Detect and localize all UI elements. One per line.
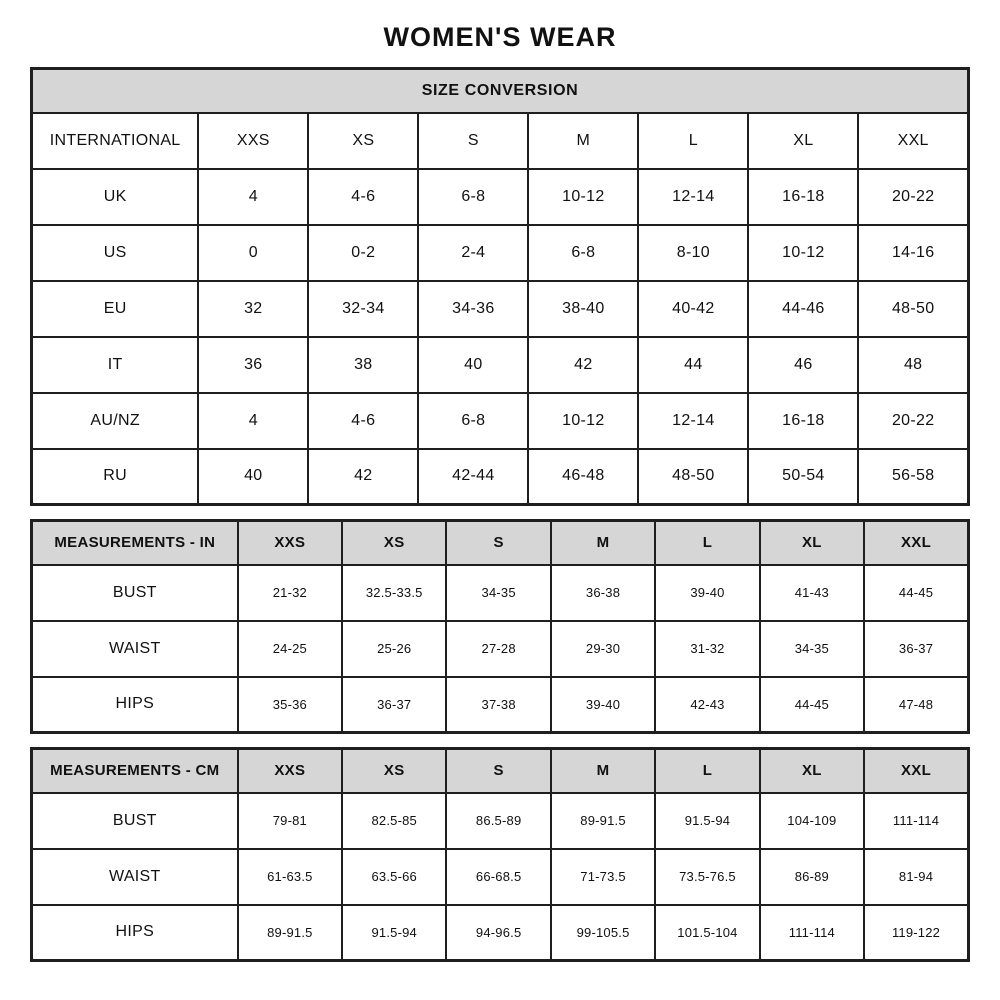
size-cell: 48-50 bbox=[858, 281, 968, 337]
col-header-m: M bbox=[551, 521, 655, 565]
row-label: BUST bbox=[32, 565, 238, 621]
measurement-cell: 31-32 bbox=[655, 621, 759, 677]
size-cell: 36 bbox=[198, 337, 308, 393]
measurement-cell: 81-94 bbox=[864, 849, 968, 905]
measurement-cell: 119-122 bbox=[864, 905, 968, 961]
col-header-xxs: XXS bbox=[198, 113, 308, 169]
measurement-cell: 41-43 bbox=[760, 565, 864, 621]
measurement-cell: 47-48 bbox=[864, 677, 968, 733]
measurement-cell: 29-30 bbox=[551, 621, 655, 677]
size-cell: 56-58 bbox=[858, 449, 968, 505]
size-cell: 20-22 bbox=[858, 393, 968, 449]
measurement-cell: 99-105.5 bbox=[551, 905, 655, 961]
table-row-eu bbox=[32, 281, 969, 337]
size-cell: 38-40 bbox=[528, 281, 638, 337]
col-header-m: M bbox=[528, 113, 638, 169]
table-row-hips bbox=[32, 677, 969, 733]
size-cell: 4-6 bbox=[308, 169, 418, 225]
measurements-cm-title: MEASUREMENTS - CM bbox=[32, 749, 238, 793]
size-cell: 10-12 bbox=[748, 225, 858, 281]
measurement-cell: 32.5-33.5 bbox=[342, 565, 446, 621]
measurement-cell: 21-32 bbox=[238, 565, 342, 621]
size-cell: 16-18 bbox=[748, 393, 858, 449]
table-row-it bbox=[32, 337, 969, 393]
col-header-l: L bbox=[655, 749, 759, 793]
col-header-xxs: XXS bbox=[238, 749, 342, 793]
col-header-l: L bbox=[638, 113, 748, 169]
col-header-l: L bbox=[655, 521, 759, 565]
row-label: IT bbox=[32, 337, 199, 393]
row-label: UK bbox=[32, 169, 199, 225]
size-cell: 42 bbox=[308, 449, 418, 505]
size-cell: 4-6 bbox=[308, 393, 418, 449]
measurement-cell: 63.5-66 bbox=[342, 849, 446, 905]
size-cell: 12-14 bbox=[638, 393, 748, 449]
table-row-waist bbox=[32, 621, 969, 677]
size-cell: 46-48 bbox=[528, 449, 638, 505]
table-row-us bbox=[32, 225, 969, 281]
table-row-bust bbox=[32, 793, 969, 849]
row-label: RU bbox=[32, 449, 199, 505]
size-cell: 6-8 bbox=[418, 169, 528, 225]
measurement-cell: 34-35 bbox=[446, 565, 550, 621]
measurement-cell: 89-91.5 bbox=[238, 905, 342, 961]
measurement-cell: 111-114 bbox=[760, 905, 864, 961]
measurement-cell: 27-28 bbox=[446, 621, 550, 677]
table-row-waist bbox=[32, 849, 969, 905]
size-cell: 32-34 bbox=[308, 281, 418, 337]
size-cell: 44 bbox=[638, 337, 748, 393]
col-header-s: S bbox=[446, 749, 550, 793]
row-label: WAIST bbox=[32, 621, 238, 677]
measurement-cell: 44-45 bbox=[864, 565, 968, 621]
col-header-international: INTERNATIONAL bbox=[32, 113, 199, 169]
table-row-hips bbox=[32, 905, 969, 961]
table-row-aunz bbox=[32, 393, 969, 449]
size-cell: 6-8 bbox=[528, 225, 638, 281]
size-conversion-title: SIZE CONVERSION bbox=[32, 69, 969, 113]
size-cell: 38 bbox=[308, 337, 418, 393]
table-row-uk bbox=[32, 169, 969, 225]
measurement-cell: 89-91.5 bbox=[551, 793, 655, 849]
measurements-cm-table bbox=[30, 747, 970, 962]
measurement-cell: 61-63.5 bbox=[238, 849, 342, 905]
col-header-xs: XS bbox=[308, 113, 418, 169]
size-cell: 4 bbox=[198, 393, 308, 449]
col-header-xs: XS bbox=[342, 521, 446, 565]
size-cell: 4 bbox=[198, 169, 308, 225]
size-cell: 12-14 bbox=[638, 169, 748, 225]
measurement-cell: 73.5-76.5 bbox=[655, 849, 759, 905]
page-title: WOMEN'S WEAR bbox=[383, 22, 617, 52]
measurement-cell: 91.5-94 bbox=[342, 905, 446, 961]
size-cell: 40-42 bbox=[638, 281, 748, 337]
size-cell: 48 bbox=[858, 337, 968, 393]
row-label: US bbox=[32, 225, 199, 281]
measurement-cell: 36-37 bbox=[864, 621, 968, 677]
size-cell: 40 bbox=[418, 337, 528, 393]
size-cell: 20-22 bbox=[858, 169, 968, 225]
measurement-cell: 24-25 bbox=[238, 621, 342, 677]
row-label: HIPS bbox=[32, 677, 238, 733]
size-cell: 10-12 bbox=[528, 169, 638, 225]
size-cell: 8-10 bbox=[638, 225, 748, 281]
table-header-row bbox=[32, 521, 969, 565]
measurement-cell: 44-45 bbox=[760, 677, 864, 733]
row-label: HIPS bbox=[32, 905, 238, 961]
size-cell: 32 bbox=[198, 281, 308, 337]
measurement-cell: 101.5-104 bbox=[655, 905, 759, 961]
size-cell: 14-16 bbox=[858, 225, 968, 281]
measurement-cell: 34-35 bbox=[760, 621, 864, 677]
measurement-cell: 86-89 bbox=[760, 849, 864, 905]
col-header-m: M bbox=[551, 749, 655, 793]
size-cell: 34-36 bbox=[418, 281, 528, 337]
size-cell: 46 bbox=[748, 337, 858, 393]
measurements-in-table bbox=[30, 519, 970, 734]
measurement-cell: 82.5-85 bbox=[342, 793, 446, 849]
measurements-in-title: MEASUREMENTS - IN bbox=[32, 521, 238, 565]
size-cell: 44-46 bbox=[748, 281, 858, 337]
size-cell: 10-12 bbox=[528, 393, 638, 449]
row-label: WAIST bbox=[32, 849, 238, 905]
size-cell: 2-4 bbox=[418, 225, 528, 281]
measurement-cell: 39-40 bbox=[551, 677, 655, 733]
size-cell: 0-2 bbox=[308, 225, 418, 281]
measurement-cell: 86.5-89 bbox=[446, 793, 550, 849]
measurement-cell: 79-81 bbox=[238, 793, 342, 849]
measurement-cell: 94-96.5 bbox=[446, 905, 550, 961]
measurement-cell: 42-43 bbox=[655, 677, 759, 733]
measurement-cell: 25-26 bbox=[342, 621, 446, 677]
size-cell: 0 bbox=[198, 225, 308, 281]
col-header-xs: XS bbox=[342, 749, 446, 793]
table-row-bust bbox=[32, 565, 969, 621]
size-cell: 42-44 bbox=[418, 449, 528, 505]
col-header-xl: XL bbox=[760, 521, 864, 565]
size-cell: 16-18 bbox=[748, 169, 858, 225]
measurement-cell: 66-68.5 bbox=[446, 849, 550, 905]
col-header-s: S bbox=[446, 521, 550, 565]
table-header-row bbox=[32, 113, 969, 169]
table-row-ru bbox=[32, 449, 969, 505]
measurement-cell: 104-109 bbox=[760, 793, 864, 849]
size-cell: 42 bbox=[528, 337, 638, 393]
col-header-s: S bbox=[418, 113, 528, 169]
col-header-xl: XL bbox=[760, 749, 864, 793]
size-cell: 50-54 bbox=[748, 449, 858, 505]
col-header-xxl: XXL bbox=[858, 113, 968, 169]
col-header-xl: XL bbox=[748, 113, 858, 169]
measurement-cell: 71-73.5 bbox=[551, 849, 655, 905]
table-band-row bbox=[32, 69, 969, 113]
col-header-xxl: XXL bbox=[864, 521, 968, 565]
row-label: AU/NZ bbox=[32, 393, 199, 449]
col-header-xxs: XXS bbox=[238, 521, 342, 565]
size-cell: 40 bbox=[198, 449, 308, 505]
size-conversion-table bbox=[30, 67, 970, 506]
row-label: EU bbox=[32, 281, 199, 337]
measurement-cell: 35-36 bbox=[238, 677, 342, 733]
measurement-cell: 39-40 bbox=[655, 565, 759, 621]
measurement-cell: 36-37 bbox=[342, 677, 446, 733]
measurement-cell: 111-114 bbox=[864, 793, 968, 849]
size-cell: 6-8 bbox=[418, 393, 528, 449]
size-cell: 48-50 bbox=[638, 449, 748, 505]
row-label: BUST bbox=[32, 793, 238, 849]
measurement-cell: 36-38 bbox=[551, 565, 655, 621]
table-header-row bbox=[32, 749, 969, 793]
col-header-xxl: XXL bbox=[864, 749, 968, 793]
measurement-cell: 91.5-94 bbox=[655, 793, 759, 849]
measurement-cell: 37-38 bbox=[446, 677, 550, 733]
